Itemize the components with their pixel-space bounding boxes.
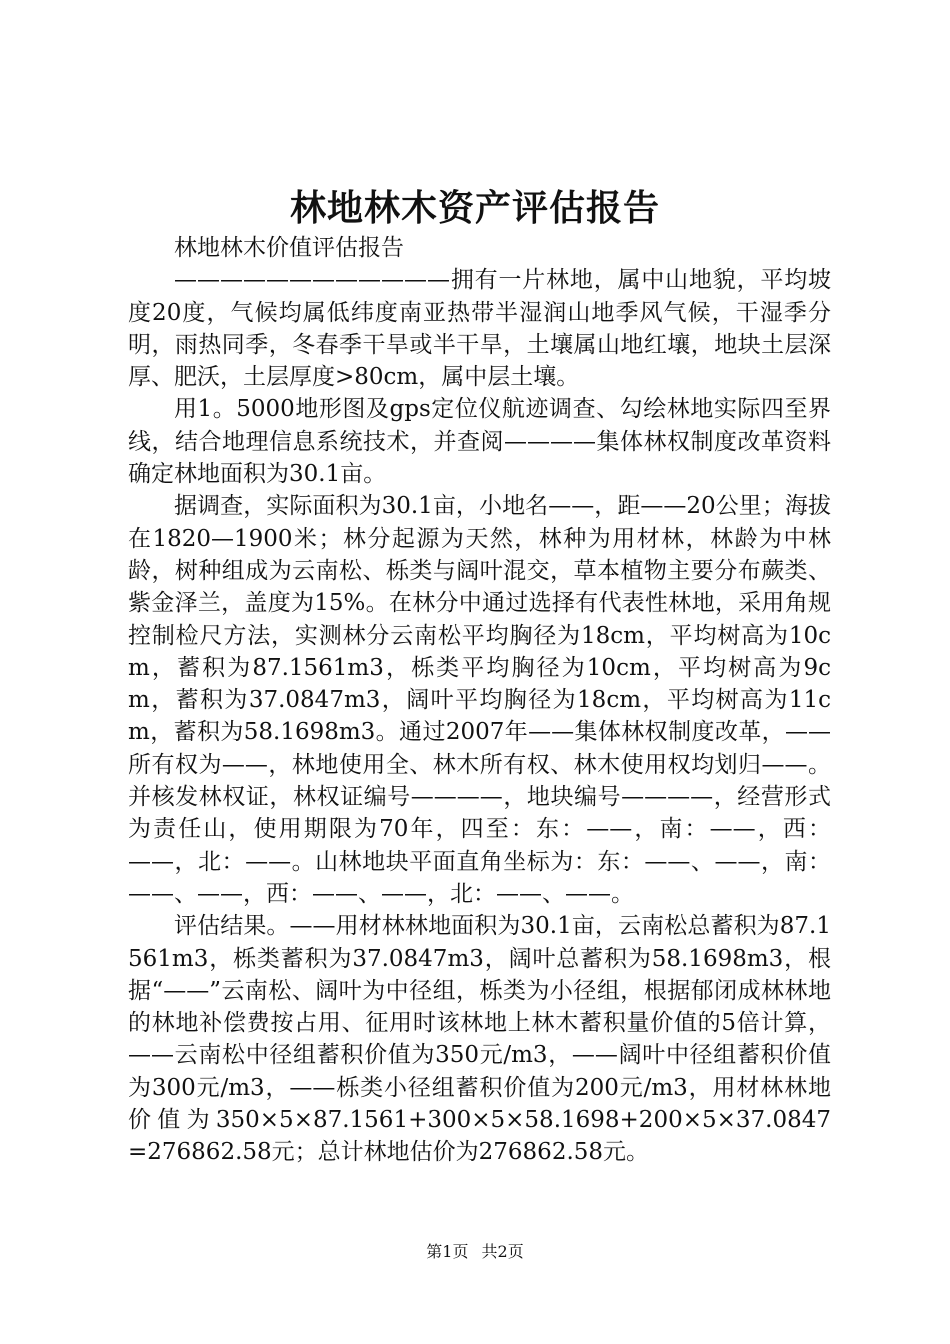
paragraph-land-description: ————————————拥有一片林地，属中山地貌，平均坡度20度，气候均属低纬度南亚热带半湿润山地季风气候，干湿季分明，雨热同季，冬春季干旱或半干旱，土壤属山地红壤，地块土层深厚、肥沃，土层厚度>80cm，属中层土壤。 [128,267,831,391]
paragraph-survey-results: 据调查，实际面积为30.1亩，小地名——，距——20公里；海拔在1820—1900米；林分起源为天然，林种为用材林，林龄为中林龄，树种组成为云南松、栎类与阔叶混交，草本植物主要分布蕨类、紫金泽兰，盖度为15%。在林分中通过选择有代表性林地，采用角规控制检尺方法，实测林分云南松平均胸径为18cm，平均树高为10cm，蓄积为87.1561m3，栎类平均胸径为10cm，平均树高为9cm，蓄积为37.0847m3，阔叶平均胸径为18cm，平均树高为11cm，蓄积为58.1698m3。通过2007年——集体林权制度改革，——所有权为——，林地使用全、林木所有权、林木使用权均划归——。并核发林权证，林权证编号————，地块编号————，经营形式为责任山，使用期限为70年，四至：东：——，南：——，西：——，北：——。山林地块平面直角坐标为：东：——、——，南：——、——，西：——、——，北：——、——。 [128,493,831,907]
document-body [128,232,831,1169]
paragraph-assessment-result: 评估结果。——用材林林地面积为30.1亩，云南松总蓄积为87.1561m3，栎类蓄积为37.0847m3，阔叶总蓄积为58.1698m3，根据“——”云南松、阔叶为中径组，栎类为小径组，根据郁闭成林林地的林地补偿费按占用、征用时该林地上林木蓄积量价值的5倍计算，——云南松中径组蓄积价值为350元/m3，——阔叶中径组蓄积价值为300元/m3，——栎类小径组蓄积价值为200元/m3，用材林林地价值为350×5×87.1561+300×5×58.1698+200×5×37.0847=276862.58元；总计林地估价为276862.58元。 [128,913,831,1166]
document-title: 林地林木资产评估报告 [289,187,660,229]
paragraph-survey-method: 用1。5000地形图及gps定位仪航迹调查、勾绘林地实际四至界线，结合地理信息系统技术，并查阅————集体林权制度改革资料确定林地面积为30.1亩。 [128,396,831,488]
paragraph-subtitle: 林地林木价值评估报告 [174,235,404,261]
page-number: 第1页 [426,1242,469,1261]
page-footer [0,1240,950,1264]
total-pages: 共2页 [481,1242,524,1261]
